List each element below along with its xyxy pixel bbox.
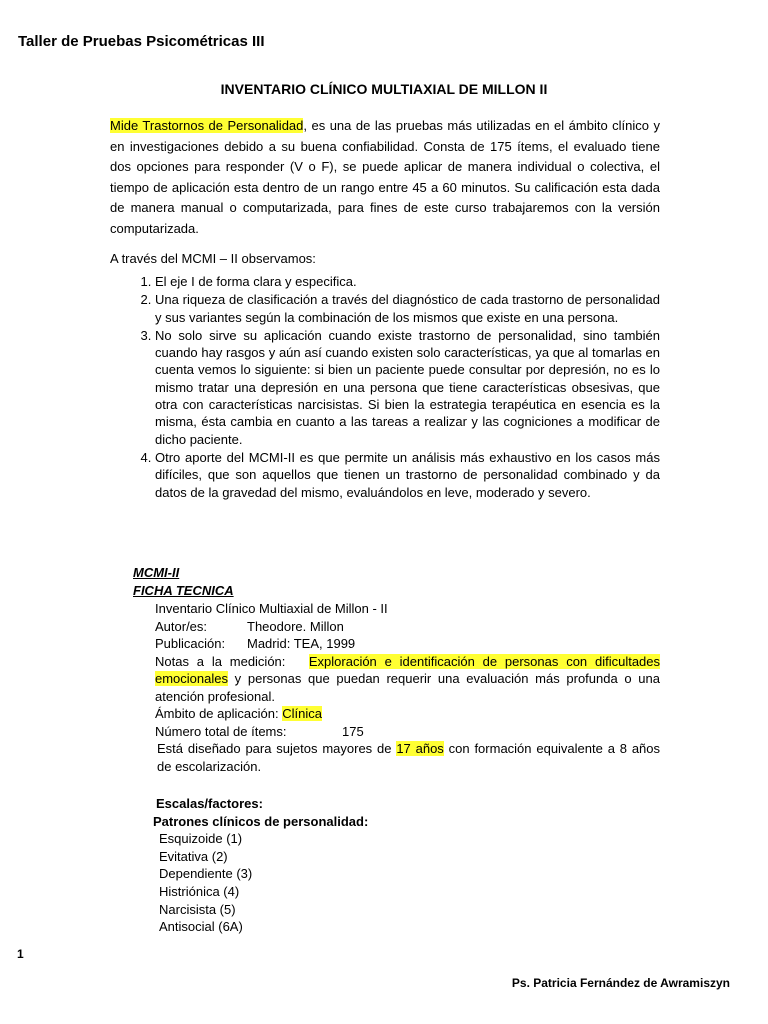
- section-title-ficha: FICHA TECNICA: [133, 583, 234, 598]
- page-number: 1: [17, 947, 24, 961]
- intro-paragraph: [110, 116, 660, 239]
- scope-value: Clínica: [282, 706, 322, 721]
- list-item: 2. Una riqueza de clasificación a través del diagnóstico de cada trastorno de personalidad y sus variantes según la combinación de los mismos que existe en una persona.: [155, 291, 660, 326]
- list-item: Antisocial (6A): [159, 919, 243, 935]
- list-item: 3. No solo sirve su aplicación cuando existe trastorno de personalidad, sino también cuando hay rasgos y aún así cuando existen solo características, ya que al tomarlas en cuenta vemos lo siguiente: si bien un paciente puede consultar por depresión, no es lo mismo tratar una depresión en una persona que tiene características obsesivas, que otra con características narcisistas. Si bien la estrategia terapéutica en esencia es la misma, ésta cambia en cuanto a las tareas a realizar y las cogniciones a modificar de dicho paciente.: [155, 327, 660, 448]
- notes-row: [155, 653, 660, 706]
- document-title: INVENTARIO CLÍNICO MULTIAXIAL DE MILLON II: [220, 81, 548, 97]
- notes-label: Notas a la medición:: [155, 653, 286, 669]
- list-item: Evitativa (2): [159, 848, 228, 864]
- list-item: Dependiente (3): [159, 866, 253, 882]
- technical-sheet: [155, 600, 660, 775]
- patterns-title: Patrones clínicos de personalidad:: [153, 813, 369, 829]
- scope-row: [155, 705, 660, 723]
- items-value: 175: [342, 723, 364, 739]
- design-text-post: con formación equivalente a 8 años de escolarización.: [157, 741, 661, 774]
- author-row: [155, 618, 660, 636]
- design-text-pre: Está diseñado para sujetos mayores de: [157, 741, 397, 756]
- author-footer: Ps. Patricia Fernández de Awramiszyn: [511, 976, 730, 990]
- observations-list: [110, 273, 660, 502]
- scope-label: Ámbito de aplicación:: [155, 706, 279, 721]
- list-item: Esquizoide (1): [159, 831, 243, 847]
- design-row: [155, 740, 660, 775]
- author-value: Theodore. Millon: [247, 618, 344, 634]
- scales-title: Escalas/factores:: [156, 796, 263, 811]
- scales-section: [153, 795, 368, 936]
- list-item: Narcisista (5): [159, 901, 236, 917]
- publication-value: Madrid: TEA, 1999: [247, 636, 356, 651]
- age-highlight: 17 años: [396, 741, 444, 756]
- notes-highlight: Exploración e identificación de personas con dificultades emocionales: [155, 653, 661, 686]
- course-header: Taller de Pruebas Psicométricas III: [18, 33, 265, 50]
- items-label: Número total de ítems:: [155, 723, 287, 739]
- items-row: [155, 723, 660, 741]
- publication-label: Publicación:: [155, 636, 226, 651]
- list-item: 1. El eje I de forma clara y especifica.: [155, 273, 660, 290]
- author-label: Autor/es:: [155, 618, 208, 634]
- list-item: Histriónica (4): [159, 883, 240, 899]
- notes-text: y personas que puedan requerir una evaluación más profunda o una atención profesional.: [155, 671, 660, 704]
- section-title-mcmi: MCMI-II: [133, 565, 180, 580]
- highlight-personality-disorders: Mide Trastornos de Personalidad: [110, 118, 304, 133]
- observations-lead: A través del MCMI – II observamos:: [110, 251, 316, 266]
- patterns-list: [153, 830, 368, 936]
- publication-row: [155, 635, 660, 653]
- test-name: Inventario Clínico Multiaxial de Millon - II: [155, 601, 388, 616]
- list-item: 4. Otro aporte del MCMI-II es que permite un análisis más exhaustivo en los casos más difíciles, que son aquellos que tienen un trastorno de personalidad combinado y da datos de la gravedad del mismo, evaluándolos en leve, moderado y severo.: [155, 449, 660, 501]
- intro-text: , es una de las pruebas más utilizadas en el ámbito clínico y en investigaciones debido a su buena confiabilidad. Consta de 175 ítems, el evaluado tiene dos opciones para responder (V o F), se puede aplicar de manera individual o colectiva, el tiempo de aplicación esta dentro de un rango entre 45 a 60 minutos. Su calificación esta dada de manera manual o computarizada, para fines de este curso trabajaremos con la versión computarizada.: [110, 118, 660, 236]
